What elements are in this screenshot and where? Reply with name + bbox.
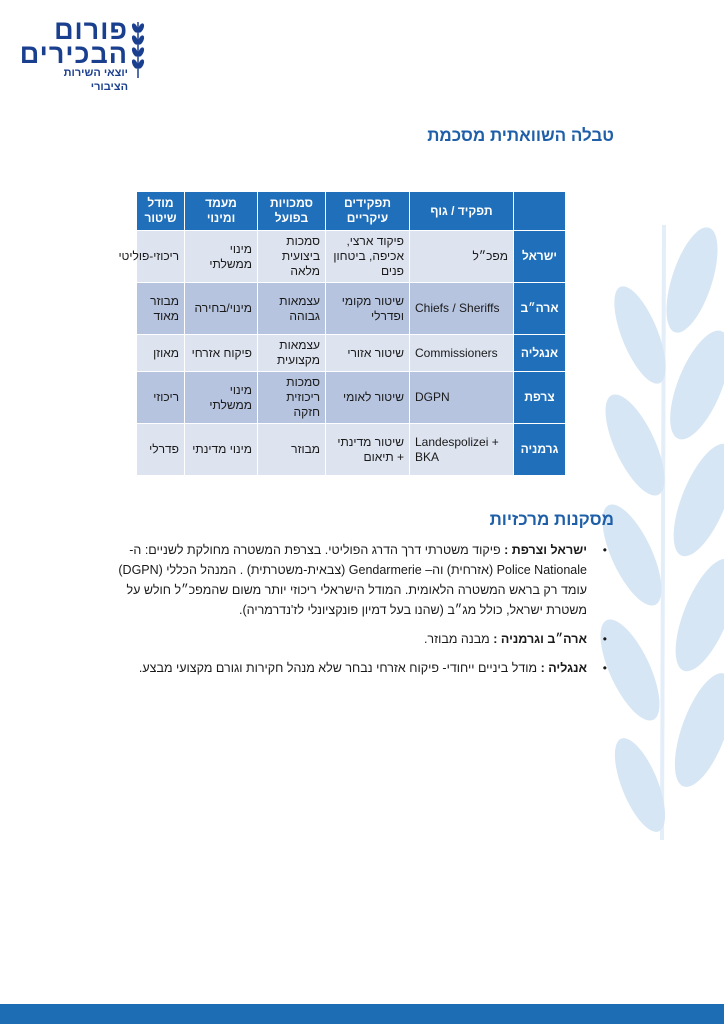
conclusion-heading: ארה״ב וגרמניה :: [493, 632, 587, 646]
conclusion-text: מודל ביניים ייחודי- פיקוח אזרחי נבחר שלא מנהל חקירות וגורם מקצועי מבצע.: [138, 661, 541, 675]
header-body: תפקיד / גוף: [410, 192, 514, 231]
wheat-watermark-icon: [600, 225, 724, 840]
cell-powers: סמכות ביצועית מלאה: [258, 231, 326, 283]
cell-powers: סמכות ריכוזית חזקה: [258, 372, 326, 424]
cell-country: גרמניה: [514, 424, 566, 476]
header-empty: [514, 192, 566, 231]
cell-roles: שיטור אזורי: [326, 335, 410, 372]
table-row: [137, 335, 566, 372]
table-row: [137, 231, 566, 283]
header-status: מעמד ומינוי: [185, 192, 258, 231]
header-model: מודל שיטור: [137, 192, 185, 231]
cell-status: מינוי/בחירה: [185, 283, 258, 335]
header-roles: תפקידים עיקריים: [326, 192, 410, 231]
list-item: [92, 658, 607, 678]
cell-powers: עצמאות מקצועית: [258, 335, 326, 372]
logo-line-2: הבכירים: [19, 39, 128, 69]
cell-body: Landespolizei + BKA: [410, 424, 514, 476]
cell-model: פדרלי: [137, 424, 185, 476]
cell-status: מינוי ממשלתי: [185, 231, 258, 283]
list-item: [92, 629, 607, 649]
table-header-row: [137, 192, 566, 231]
cell-roles: שיטור מקומי ופדרלי: [326, 283, 410, 335]
table-row: [137, 283, 566, 335]
conclusion-text: פיקוד משטרתי דרך הדרג הפוליטי. בצרפת המשטרה מחולקת לשניים: ה- Police Nationale (אזרחית) וה– Gendarmerie (צבאית-משטרתית) . המנהל הכללי (DGPN) עומד רק בראש המשטרה הלאומית. המודל הישראלי ריכוזי יותר משום שהמפכ״ל חולש על משטרת ישראל, כולל מג״ב (שהנו בעל דמיון פונקציונלי לז'נדרמריה).: [118, 543, 587, 617]
list-item: [92, 540, 607, 620]
cell-body: מפכ״ל: [410, 231, 514, 283]
cell-roles: פיקוד ארצי, אכיפה, ביטחון פנים: [326, 231, 410, 283]
cell-model: מבוזר מאוד: [137, 283, 185, 335]
bullet-icon: •: [602, 632, 607, 646]
cell-country: ארה״ב: [514, 283, 566, 335]
forum-logo: [19, 15, 146, 93]
cell-model: מאוזן: [137, 335, 185, 372]
bullet-icon: •: [602, 543, 607, 557]
logo-line-1: פורום: [54, 15, 128, 45]
cell-model: ריכוזי-פוליטי: [137, 231, 185, 283]
cell-roles: שיטור מדינתי + תיאום: [326, 424, 410, 476]
cell-country: אנגליה: [514, 335, 566, 372]
conclusions-title: מסקנות מרכזיות: [489, 510, 614, 529]
conclusions-list: [92, 540, 607, 687]
cell-body: DGPN: [410, 372, 514, 424]
wheat-stalk-icon: [130, 18, 146, 80]
cell-country: ישראל: [514, 231, 566, 283]
cell-country: צרפת: [514, 372, 566, 424]
cell-powers: מבוזר: [258, 424, 326, 476]
cell-status: פיקוח אזרחי: [185, 335, 258, 372]
cell-powers: עצמאות גבוהה: [258, 283, 326, 335]
cell-roles: שיטור לאומי: [326, 372, 410, 424]
cell-model: ריכוזי: [137, 372, 185, 424]
table-title: טבלה השוואתית מסכמת: [427, 126, 614, 145]
table-row: [137, 372, 566, 424]
bullet-icon: •: [602, 661, 607, 675]
conclusion-text: מבנה מבוזר.: [423, 632, 494, 646]
header-powers: סמכויות בפועל: [258, 192, 326, 231]
conclusion-heading: אנגליה :: [540, 661, 587, 675]
conclusion-heading: ישראל וצרפת :: [504, 543, 587, 557]
cell-status: מינוי ממשלתי: [185, 372, 258, 424]
cell-body: Commissioners: [410, 335, 514, 372]
footer-bar: [0, 1004, 724, 1024]
cell-status: מינוי מדינתי: [185, 424, 258, 476]
table-row: [137, 424, 566, 476]
comparison-table: [118, 191, 566, 476]
logo-tagline: יוצאי השירות הציבורי: [63, 67, 128, 93]
cell-body: Chiefs / Sheriffs: [410, 283, 514, 335]
